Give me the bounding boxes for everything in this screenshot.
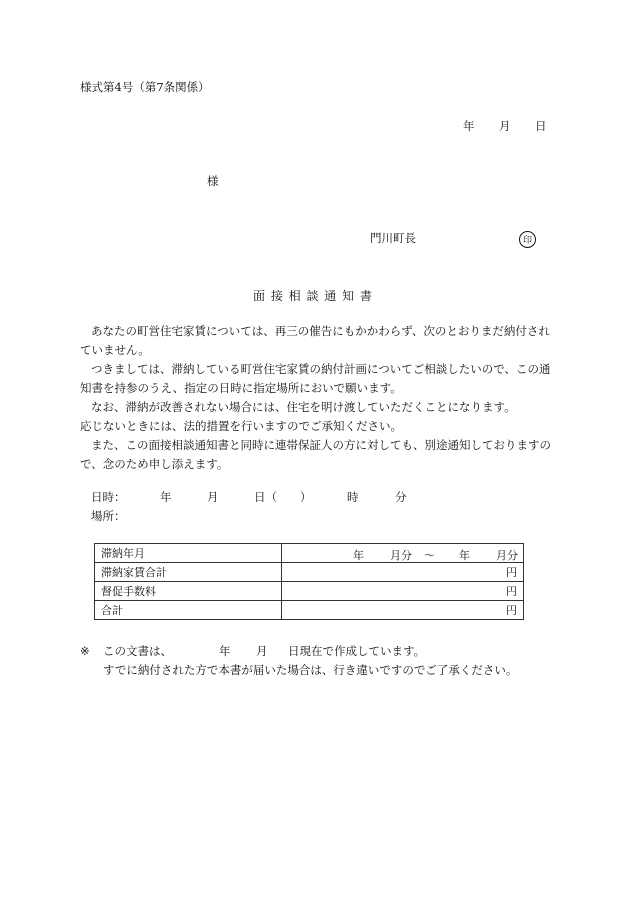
row-unit: 円 — [282, 582, 524, 601]
row-label: 滞納年月 — [95, 544, 282, 563]
date-month: 月 — [499, 119, 511, 133]
body-paragraph-3: なお、滞納が改善されない場合には、住宅を明け渡していただくことになります。 — [91, 400, 516, 414]
footnote-text-a: この文書は、 — [103, 644, 172, 658]
appointment-day: 日（ ） — [254, 490, 312, 504]
footnote-year: 年 — [219, 644, 231, 658]
sender-name: 門川町長 — [370, 231, 416, 245]
body-paragraph-5: また、この面接相談通知書と同時に連帯保証人の方に対しても、別途通知しておりますので、念のため申し添えます。 — [80, 438, 551, 471]
row-label: 督促手数料 — [95, 582, 282, 601]
row-label: 滞納家賃合計 — [95, 563, 282, 582]
body-paragraph-2: つきましては、滞納している町営住宅家賃の納付計画についてご相談したいので、この通知書を持参のうえ、指定の日時に指定場所においで願います。 — [80, 362, 551, 395]
addressee-suffix: 様 — [207, 174, 219, 188]
date-day: 日 — [535, 119, 547, 133]
seal-icon: 印 — [519, 231, 536, 248]
row-label: 合計 — [95, 601, 282, 620]
appointment-year: 年 — [160, 490, 172, 504]
table-row — [95, 563, 524, 582]
appointment-month: 月 — [207, 490, 219, 504]
body-paragraph-4: 応じないときには、法的措置を行いますのでご承知ください。 — [80, 419, 402, 433]
period-from-year: 年 — [353, 549, 364, 562]
date-label: 日時： — [91, 490, 126, 504]
body-paragraph-1: あなたの町営住宅家賃については、再三の催告にもかかわらず、次のとおりまだ納付されていません。 — [80, 324, 550, 357]
place-label: 場所： — [91, 509, 126, 523]
table-row — [95, 544, 524, 563]
appointment-minute: 分 — [395, 490, 407, 504]
table-row — [95, 582, 524, 601]
footnote-month: 月 — [256, 644, 268, 658]
appointment-hour: 時 — [347, 490, 359, 504]
footnote-mark: ※ — [80, 644, 90, 658]
period-to-year: 年 — [459, 549, 470, 562]
period-cell — [282, 544, 524, 563]
fee-table — [94, 543, 524, 620]
row-unit: 円 — [282, 601, 524, 620]
footnote-text-b: 日現在で作成しています。 — [288, 644, 426, 658]
document-title: 面 接 相 談 通 知 書 — [253, 289, 373, 303]
period-from-month: 月分 — [390, 549, 412, 562]
footnote-line-2: すでに納付された方で本書が届いた場合は、行き違いですのでご了承ください。 — [103, 663, 518, 677]
date-year: 年 — [463, 119, 475, 133]
row-unit: 円 — [282, 563, 524, 582]
period-to-month: 月分 — [496, 549, 518, 562]
period-tilde: 〜 — [424, 549, 435, 562]
table-row — [95, 601, 524, 620]
form-id: 様式第4号（第7条関係） — [80, 80, 210, 94]
body-text — [80, 322, 552, 474]
